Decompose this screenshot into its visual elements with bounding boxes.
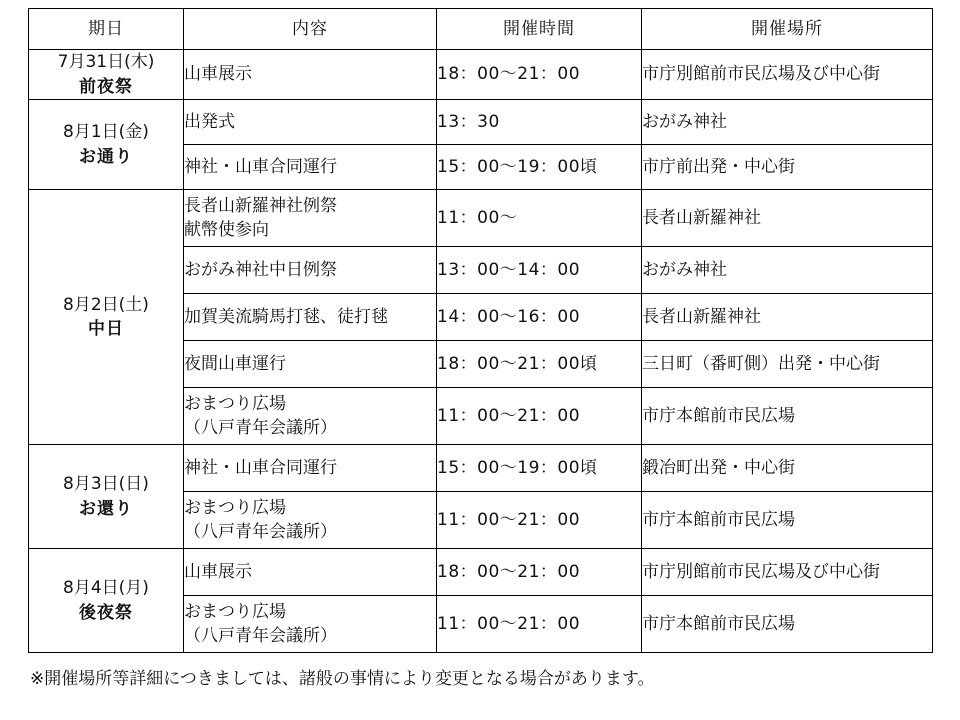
content-cell: おがみ神社中日例祭 <box>184 247 437 294</box>
place-cell: 鍛冶町出発・中心街 <box>642 445 933 492</box>
time-cell: 11：00〜21：00 <box>437 388 642 445</box>
time-cell: 15：00〜19：00頃 <box>437 445 642 492</box>
date-secondary: お還り <box>79 498 133 519</box>
place-cell: 三日町（番町側）出発・中心街 <box>642 341 933 388</box>
date-cell <box>29 190 184 445</box>
time-cell: 11：00〜21：00 <box>437 492 642 549</box>
table-row <box>29 190 933 247</box>
date-cell <box>29 50 184 100</box>
footnote: ※開催場所等詳細につきましては、諸般の事情により変更となる場合があります。 <box>30 669 655 690</box>
place-cell: 市庁本館前市民広場 <box>642 388 933 445</box>
date-secondary: 中日 <box>88 319 124 340</box>
content-cell: 神社・山車合同運行 <box>184 445 437 492</box>
column-header-time: 開催時間 <box>437 9 642 50</box>
table-body <box>29 50 933 653</box>
date-secondary: 後夜祭 <box>79 602 133 623</box>
time-cell: 18：00〜21：00 <box>437 50 642 100</box>
place-cell: おがみ神社 <box>642 100 933 145</box>
table-row <box>29 445 933 492</box>
column-header-date: 期日 <box>29 9 184 50</box>
time-cell: 11：00〜21：00 <box>437 596 642 653</box>
table-row <box>29 549 933 596</box>
time-cell: 15：00〜19：00頃 <box>437 145 642 190</box>
place-cell: 長者山新羅神社 <box>642 190 933 247</box>
content-cell: 加賀美流騎馬打毬、徒打毬 <box>184 294 437 341</box>
place-cell: おがみ神社 <box>642 247 933 294</box>
date-secondary: お通り <box>79 146 133 167</box>
content-cell: 夜間山車運行 <box>184 341 437 388</box>
table-row <box>29 50 933 100</box>
date-cell <box>29 100 184 190</box>
place-cell: 市庁本館前市民広場 <box>642 596 933 653</box>
date-secondary: 前夜祭 <box>79 76 133 97</box>
content-cell: 山車展示 <box>184 50 437 100</box>
place-cell: 市庁別館前市民広場及び中心街 <box>642 549 933 596</box>
date-cell <box>29 549 184 653</box>
time-cell: 14：00〜16：00 <box>437 294 642 341</box>
place-cell: 市庁本館前市民広場 <box>642 492 933 549</box>
date-primary: 8月1日(金) <box>63 122 149 143</box>
time-cell: 13：00〜14：00 <box>437 247 642 294</box>
content-cell: おまつり広場 （八戸青年会議所） <box>184 596 437 653</box>
column-header-place: 開催場所 <box>642 9 933 50</box>
table-header-row <box>29 9 933 50</box>
column-header-content: 内容 <box>184 9 437 50</box>
table-header <box>29 9 933 50</box>
date-primary: 8月3日(日) <box>63 474 149 495</box>
date-primary: 8月2日(土) <box>63 294 149 315</box>
content-cell: 神社・山車合同運行 <box>184 145 437 190</box>
date-primary: 8月4日(月) <box>63 578 149 599</box>
place-cell: 市庁前出発・中心街 <box>642 145 933 190</box>
content-cell: 出発式 <box>184 100 437 145</box>
content-cell: おまつり広場 （八戸青年会議所） <box>184 492 437 549</box>
content-cell: おまつり広場 （八戸青年会議所） <box>184 388 437 445</box>
time-cell: 18：00〜21：00 <box>437 549 642 596</box>
content-cell: 山車展示 <box>184 549 437 596</box>
date-primary: 7月31日(木) <box>57 52 155 72</box>
time-cell: 18：00〜21：00頃 <box>437 341 642 388</box>
place-cell: 市庁別館前市民広場及び中心街 <box>642 50 933 100</box>
date-cell <box>29 445 184 549</box>
time-cell: 13：30 <box>437 100 642 145</box>
table-row <box>29 100 933 145</box>
place-cell: 長者山新羅神社 <box>642 294 933 341</box>
content-cell: 長者山新羅神社例祭 献幣使参向 <box>184 190 437 247</box>
festival-schedule-table <box>28 8 933 653</box>
time-cell: 11：00〜 <box>437 190 642 247</box>
